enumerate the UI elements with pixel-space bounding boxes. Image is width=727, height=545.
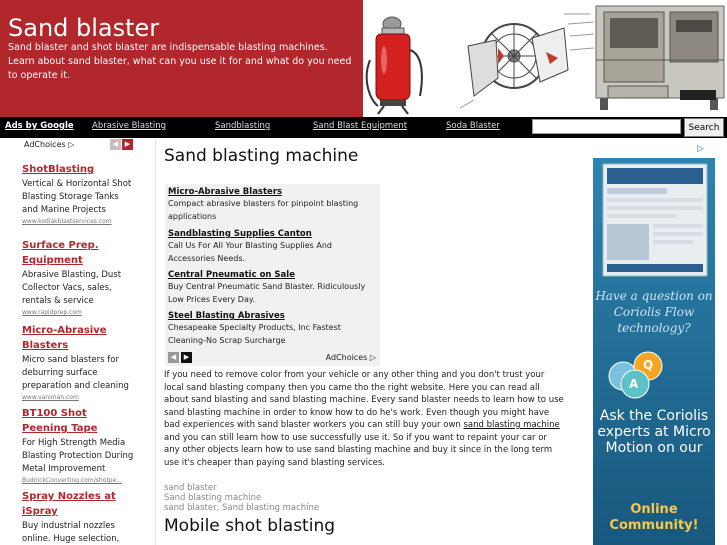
site-description: Sand blaster and shot blaster are indispensable blasting machines. Learn about sand blaster, what can you use it for and what do you need to operate it. <box>8 42 352 81</box>
inline-ad-item <box>168 310 378 347</box>
inline-ad-footer <box>168 352 378 364</box>
paragraph-text: and you can still learn how to use successfully use it. So if you want to repaint your car or any other objects learn how to use sand blasting machine and buy it since in the long term use it's cheaper than paying sand blasting services. <box>164 432 553 468</box>
inline-ad-block <box>165 184 380 366</box>
left-ad-body: Buy industrial nozzles online. Huge selection, <box>22 521 120 544</box>
site-title[interactable]: Sand blaster <box>8 14 160 42</box>
left-ad-url[interactable]: www.kodiakblastservices.com <box>22 218 112 225</box>
header-banner <box>0 0 363 117</box>
search-button[interactable]: Search <box>684 118 724 137</box>
ad-answer-text: Ask the Coriolis experts at Micro Motion on our <box>597 408 711 456</box>
inline-ad-prev-icon[interactable]: ◀ <box>168 352 179 363</box>
left-ad-title[interactable]: ShotBlasting <box>22 164 95 175</box>
inline-ad-body: Compact abrasive blasters for pinpoint blasting applications <box>168 199 359 221</box>
inline-adchoices-label: AdChoices <box>325 353 368 362</box>
left-ad-item <box>22 406 134 485</box>
nav-link-soda-blaster[interactable]: Soda Blaster <box>446 121 500 131</box>
left-ad-url[interactable]: BudnickConverting.com/shotpe... <box>22 477 122 484</box>
ads-by-google-link[interactable]: Ads by Google <box>5 121 74 131</box>
ad-background-graphic <box>593 158 715 545</box>
inline-ad-body: Chesapeake Specialty Products, Inc Fastest Cleaning-No Scrap Surcharge <box>168 323 341 345</box>
left-ad-body: Abrasive Blasting, Dust Collector Vacs, sales, rentals & service <box>22 270 122 306</box>
article-heading: Sand blasting machine <box>164 146 359 166</box>
left-ad-url[interactable]: www.rapidprep.com <box>22 309 82 316</box>
left-ad-item <box>22 489 134 545</box>
inline-ad-next-icon[interactable]: ▶ <box>181 352 192 363</box>
tag-line: Sand blasting machine <box>164 493 262 503</box>
left-ad-title[interactable]: BT100 Shot Peening Tape <box>22 408 98 434</box>
inline-ad-item <box>168 228 378 265</box>
top-ad-nav <box>0 117 727 138</box>
tag-links <box>164 503 319 513</box>
tag-separator: , <box>216 503 222 513</box>
ad-question-text: Have a question on Coriolis Flow technology? <box>595 289 713 335</box>
tag-link-sand-blaster[interactable]: sand blaster <box>164 503 217 513</box>
header-machine-illustration <box>364 0 727 117</box>
coriolis-display-ad[interactable] <box>593 158 715 545</box>
inline-ad-item <box>168 186 378 223</box>
paragraph-text: If you need to remove color from your vehicle or any other thing and you don't trust your local sand blasting company then you came tho the right website. Here you can read all about sand blasting and sand blasting machine. Every sand blaster needs to learn how to use sand blasting machine in order to know how to do he's work. Even though you might have bad experiences with sand blaster workers you can still buy your own <box>164 370 564 430</box>
nav-link-abrasive-blasting[interactable]: Abrasive Blasting <box>92 121 166 131</box>
left-ad-item <box>22 238 134 317</box>
left-ad-url[interactable]: www.vaniman.com <box>22 394 79 401</box>
right-ad-column <box>581 138 727 545</box>
ad-cta-text[interactable]: Online Community! <box>609 502 699 533</box>
inline-ad-title[interactable]: Sandblasting Supplies Canton <box>168 229 312 239</box>
inline-ad-item <box>168 269 378 306</box>
nav-link-sandblasting[interactable]: Sandblasting <box>215 121 271 131</box>
adchoices-icon: ▷ <box>369 353 376 362</box>
left-ad-title[interactable]: Surface Prep. Equipment <box>22 240 99 266</box>
tag-line: sand blaster <box>164 483 217 493</box>
left-ad-item <box>22 323 134 402</box>
adchoices-link[interactable] <box>24 140 74 149</box>
left-ad-column <box>0 138 140 545</box>
article-tags <box>164 483 319 513</box>
inline-ad-title[interactable]: Central Pneumatic on Sale <box>168 270 295 280</box>
inline-ad-body: Call Us For All Your Blasting Supplies And Accessories Needs. <box>168 241 333 263</box>
adchoices-label: AdChoices <box>24 140 66 149</box>
prev-ad-icon[interactable]: ◀ <box>110 139 121 150</box>
section-heading: Mobile shot blasting <box>164 516 336 536</box>
adchoices-icon[interactable]: ▷ <box>697 144 704 154</box>
left-ad-body: For High Strength Media Blasting Protection During Metal Improvement <box>22 438 134 474</box>
inline-ad-title[interactable]: Steel Blasting Abrasives <box>168 311 285 321</box>
site-header <box>0 0 727 118</box>
search-input[interactable] <box>532 119 681 134</box>
inline-ad-title[interactable]: Micro-Abrasive Blasters <box>168 187 283 197</box>
left-ad-body: Vertical & Horizontal Shot Blasting Storage Tanks and Marine Projects <box>22 179 132 215</box>
left-ad-body: Micro sand blasters for deburring surface preparation and cleaning <box>22 355 129 391</box>
badge-a: A <box>629 377 639 391</box>
badge-q: Q <box>643 358 654 372</box>
article-paragraph <box>164 369 564 469</box>
left-ad-title[interactable]: Micro-Abrasive Blasters <box>22 325 107 351</box>
main-content <box>155 138 581 545</box>
left-ad-title[interactable]: Spray Nozzles at iSpray <box>22 491 116 517</box>
sandblaster-machines-image <box>364 0 727 117</box>
adchoices-icon: ▷ <box>68 140 75 149</box>
sand-blasting-machine-link[interactable]: sand blasting machine <box>463 420 560 430</box>
nav-link-sand-blast-equipment[interactable]: Sand Blast Equipment <box>313 121 408 131</box>
next-ad-icon[interactable]: ▶ <box>122 139 133 150</box>
inline-ad-body: Buy Central Pneumatic Sand Blaster. Ridiculously Low Prices Every Day. <box>168 282 366 304</box>
inline-adchoices-link[interactable] <box>326 353 376 362</box>
left-ad-item <box>22 162 134 226</box>
tag-link-sand-blasting-machine[interactable]: Sand blasting machine <box>221 503 320 513</box>
